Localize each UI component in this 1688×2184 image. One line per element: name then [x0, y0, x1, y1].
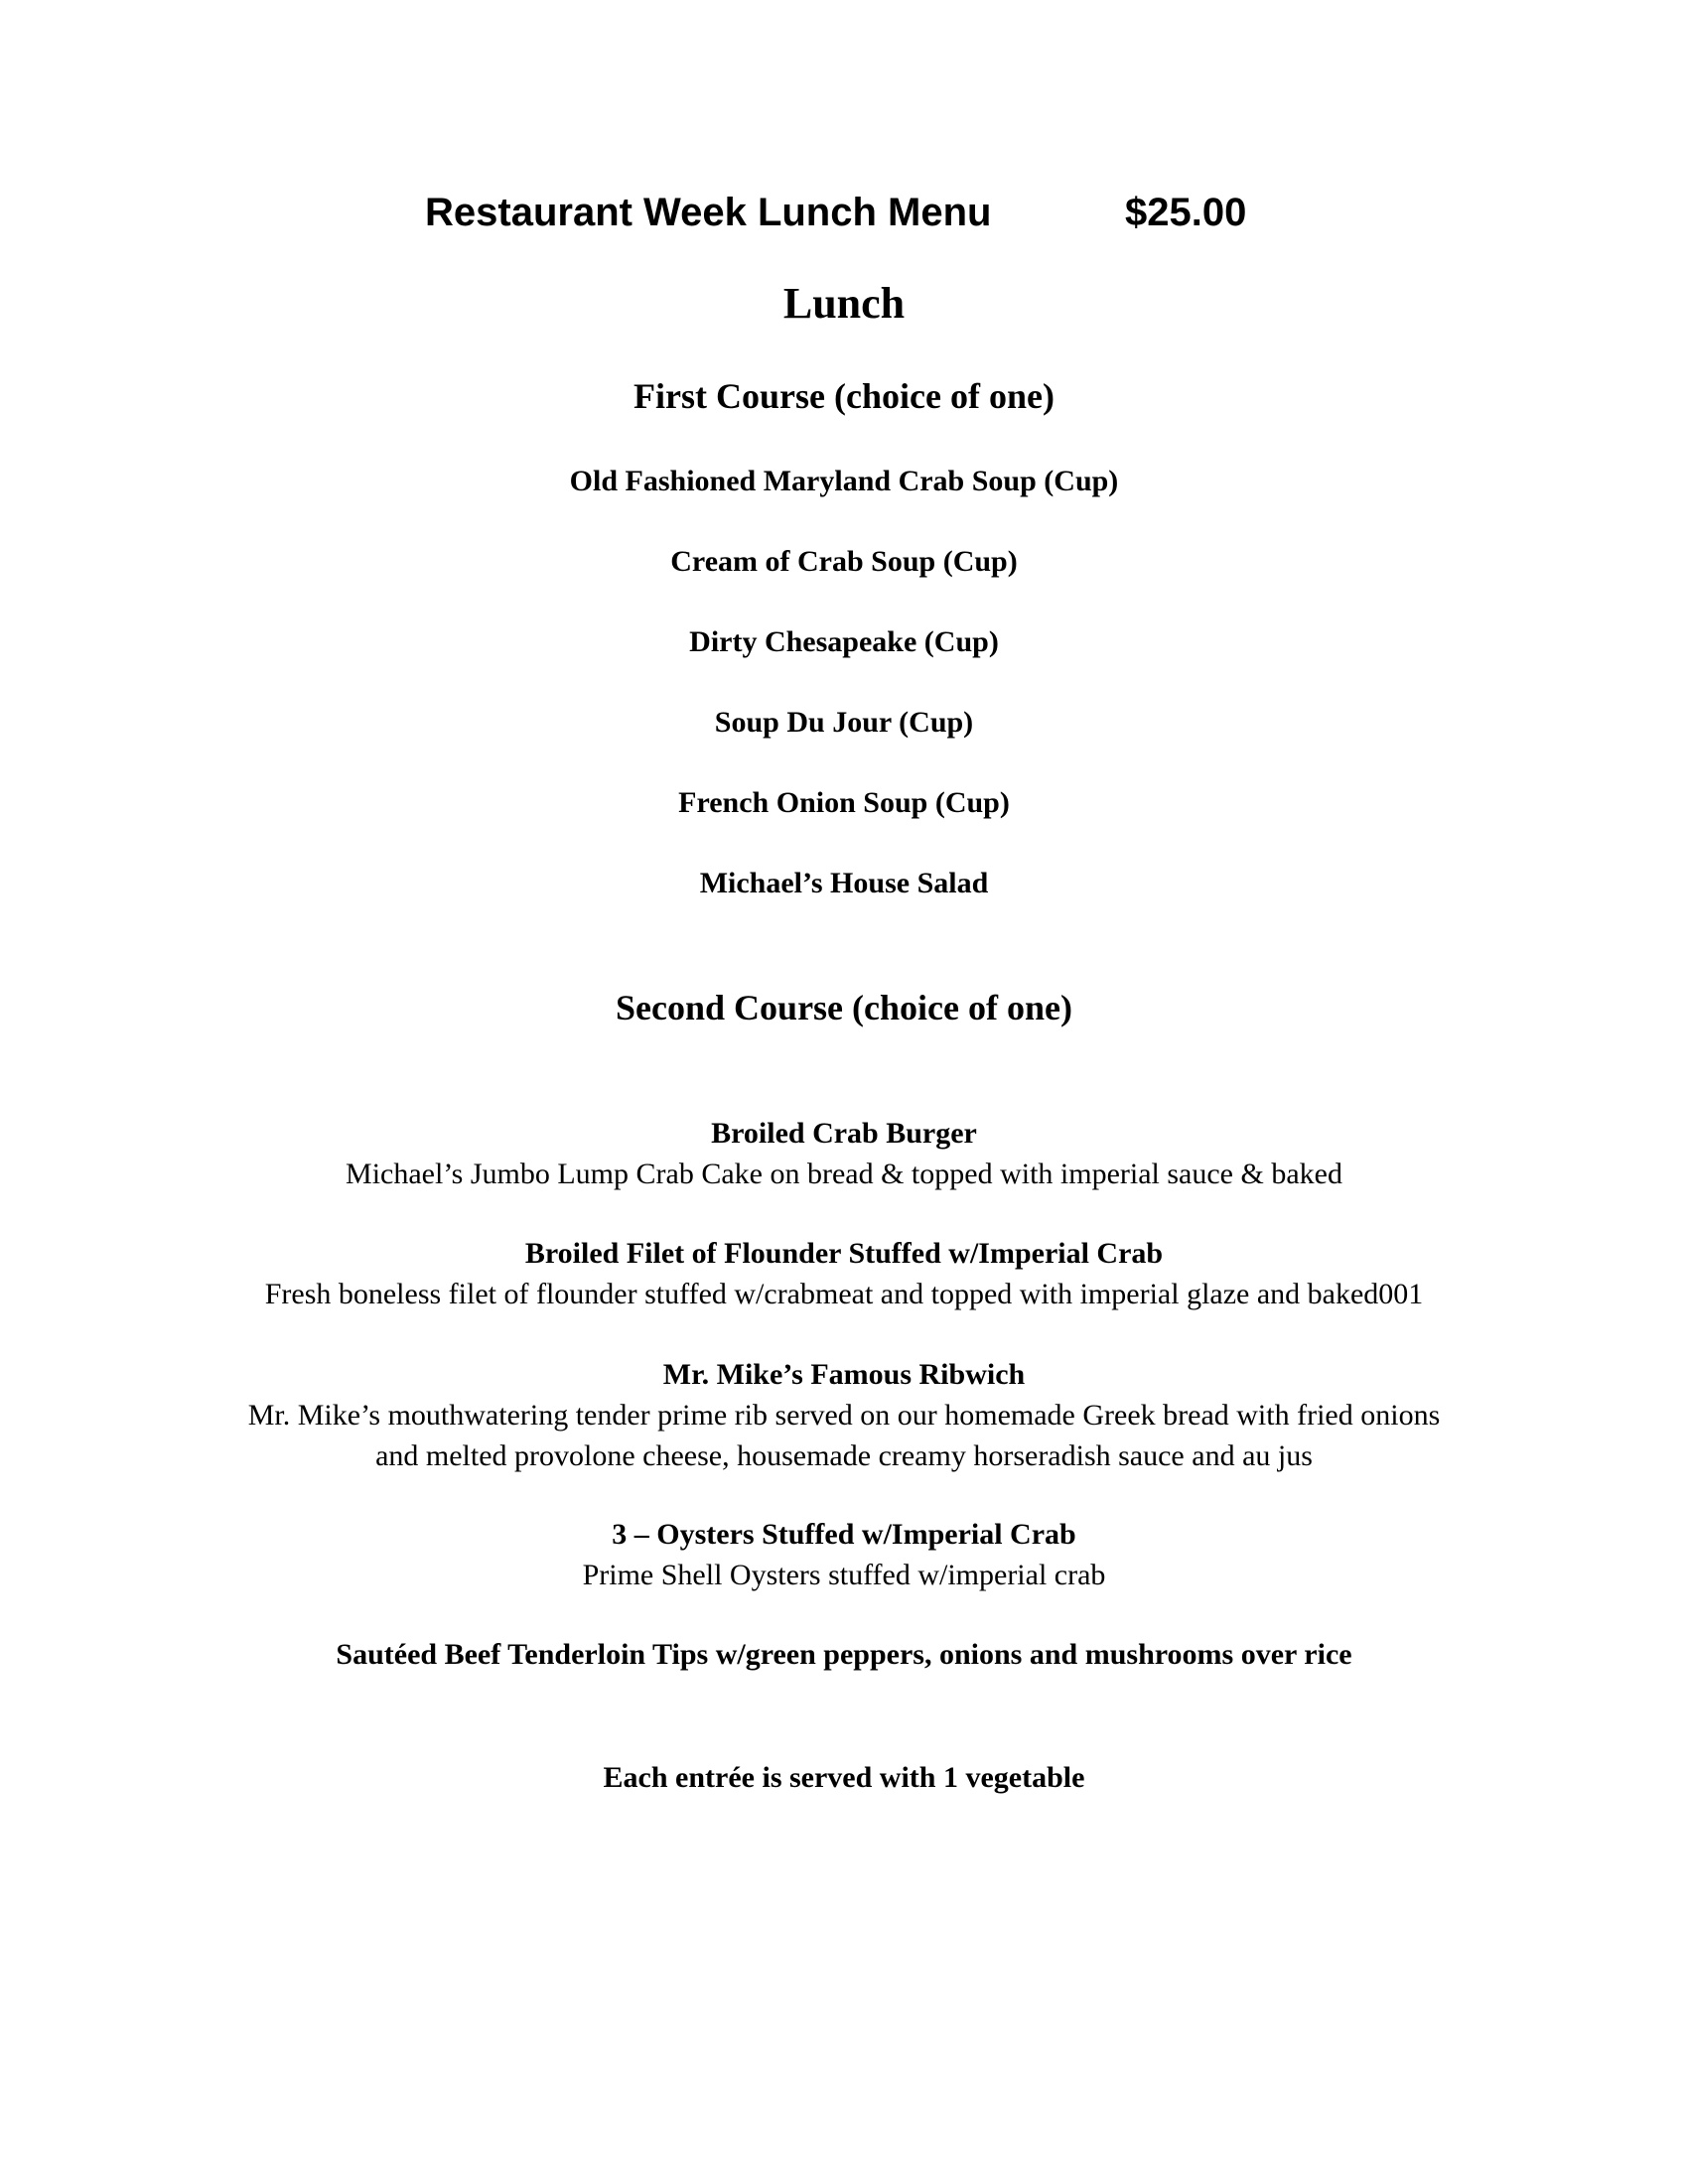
- second-course-heading: Second Course (choice of one): [616, 988, 1072, 1027]
- menu-title: Restaurant Week Lunch Menu: [425, 191, 992, 234]
- entree-name: 3 – Oysters Stuffed w/Imperial Crab: [612, 1518, 1076, 1551]
- meal-heading: Lunch: [782, 279, 906, 328]
- first-course-item: Dirty Chesapeake (Cup): [689, 625, 999, 658]
- entree-description: Prime Shell Oysters stuffed w/imperial crab: [582, 1559, 1106, 1591]
- first-course-heading: First Course (choice of one): [633, 376, 1055, 416]
- entree-name: Broiled Filet of Flounder Stuffed w/Imperial Crab: [524, 1237, 1164, 1270]
- menu-price: $25.00: [1125, 191, 1247, 234]
- entree-name: Mr. Mike’s Famous Ribwich: [662, 1358, 1026, 1391]
- first-course-item: Old Fashioned Maryland Crab Soup (Cup): [569, 465, 1119, 497]
- menu-header: [0, 185, 1688, 240]
- first-course-item: Michael’s House Salad: [699, 867, 989, 899]
- first-course-item: Soup Du Jour (Cup): [714, 706, 974, 739]
- entree-name: Sautéed Beef Tenderloin Tips w/green peppers, onions and mushrooms over rice: [336, 1638, 1352, 1671]
- footer-note: Each entrée is served with 1 vegetable: [603, 1761, 1085, 1794]
- entree-name: Broiled Crab Burger: [711, 1117, 977, 1150]
- entree-description: and melted provolone cheese, housemade creamy horseradish sauce and au jus: [375, 1439, 1313, 1472]
- first-course-item: Cream of Crab Soup (Cup): [670, 545, 1018, 578]
- entree-description: Fresh boneless filet of flounder stuffed w/crabmeat and topped with imperial glaze and baked001: [264, 1278, 1424, 1310]
- entree-description: Michael’s Jumbo Lump Crab Cake on bread & topped with imperial sauce & baked: [346, 1158, 1342, 1190]
- first-course-item: French Onion Soup (Cup): [678, 786, 1010, 819]
- entree-description: Mr. Mike’s mouthwatering tender prime rib served on our homemade Greek bread with fried onions: [247, 1399, 1441, 1432]
